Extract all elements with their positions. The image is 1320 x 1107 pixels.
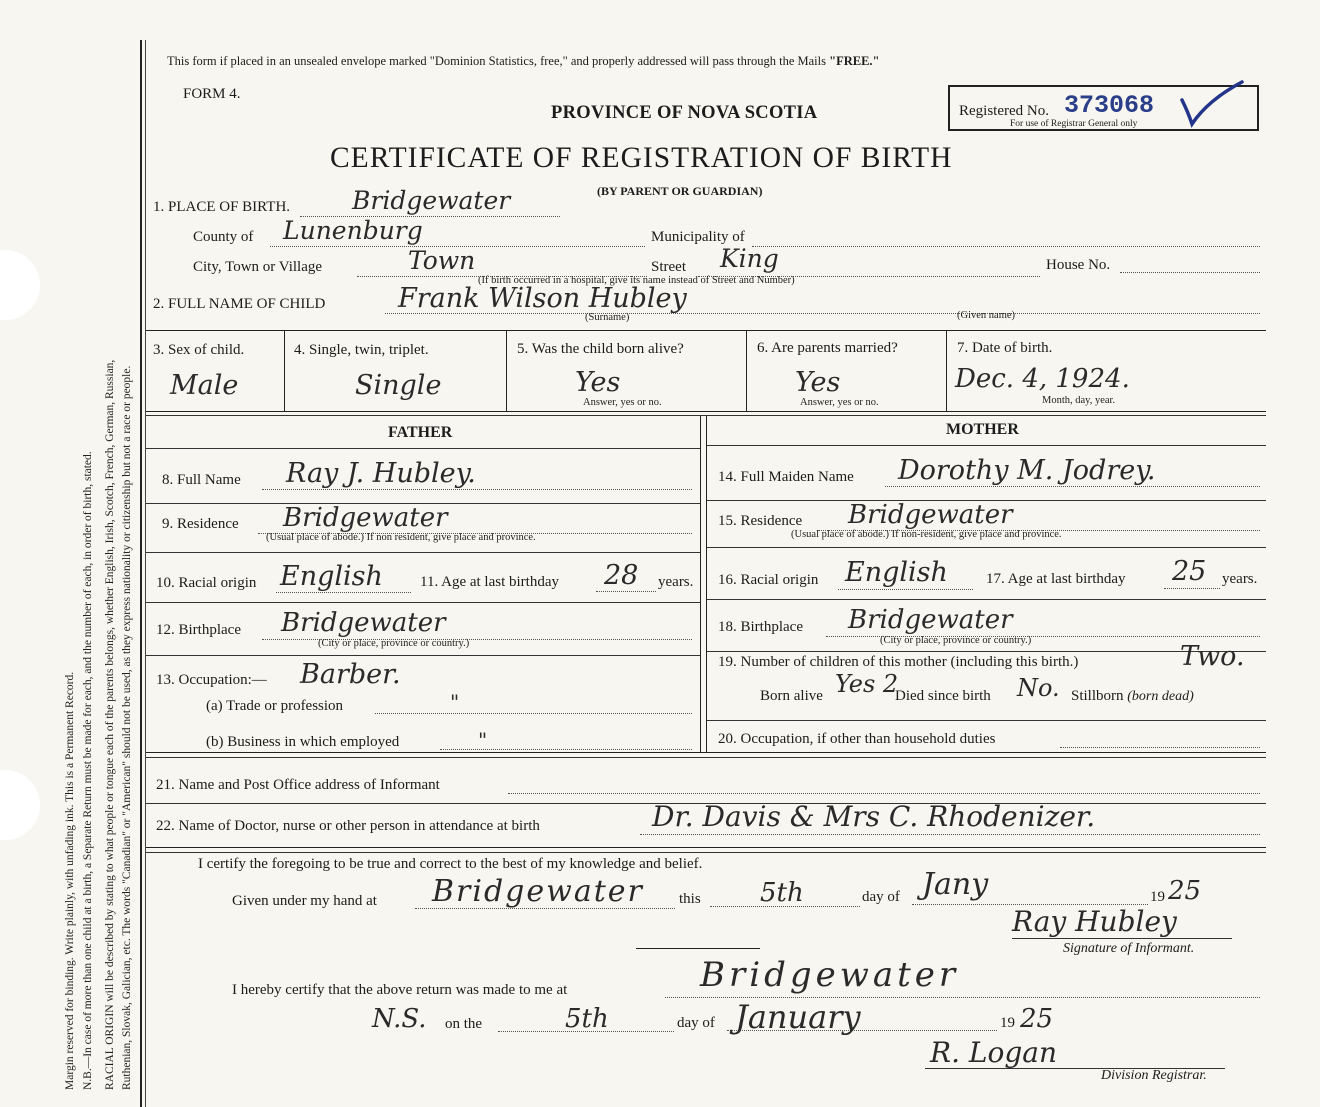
mother-row-rule-3	[707, 599, 1266, 600]
born-alive-note: Answer, yes or no.	[583, 397, 662, 408]
mother-occupation-label: 20. Occupation, if other than household duties	[718, 731, 996, 747]
province-heading: PROVINCE OF NOVA SCOTIA	[551, 103, 818, 123]
county-label: County of	[193, 229, 254, 245]
margin-racial-note-1: RACIAL ORIGIN will be described by stating to what people or tongue each of the parents belongs, whether English, Irish, Scotch, French, German, Russian,	[104, 359, 116, 1090]
children-count-value: Two.	[1180, 641, 1245, 672]
children-count-label: 19. Number of children of this mother (including this birth.)	[718, 654, 1079, 670]
registered-number: 373068	[1064, 91, 1155, 120]
parents-married-value: Yes	[795, 367, 841, 398]
stillborn-text: Stillborn	[1071, 688, 1124, 704]
mother-row-rule-2	[707, 547, 1266, 548]
father-birthplace-value: Bridgewater	[281, 608, 446, 638]
given-day-value: 5th	[760, 878, 804, 908]
given-month-value: Jany	[922, 867, 989, 902]
mother-residence-label: 15. Residence	[718, 513, 803, 529]
given-place-value: Bridgewater	[432, 874, 644, 909]
born-alive-count-label: Born alive	[760, 688, 823, 704]
sex-label: 3. Sex of child.	[153, 342, 245, 358]
mother-birthplace-label: 18. Birthplace	[718, 619, 803, 635]
mother-heading-rule	[707, 445, 1266, 446]
municipality-label: Municipality of	[651, 229, 745, 245]
divider-certify-top-2	[146, 852, 1266, 853]
certify-separator	[636, 948, 760, 949]
child-name-label: 2. FULL NAME OF CHILD	[153, 296, 326, 312]
father-row-rule-2	[146, 552, 700, 553]
certificate-title: CERTIFICATE OF REGISTRATION OF BIRTH	[330, 142, 953, 174]
place-of-birth-value: Bridgewater	[352, 186, 511, 215]
given-under-label: Given under my hand at	[232, 893, 377, 909]
informant-signature: Ray Hubley	[1012, 905, 1177, 938]
binding-hole-bottom	[0, 770, 40, 840]
born-alive-label: 5. Was the child born alive?	[517, 341, 684, 357]
mother-birthplace-value: Bridgewater	[848, 605, 1013, 635]
father-trade-value: "	[450, 690, 460, 714]
registrar-year-value: 25	[1020, 1004, 1054, 1034]
father-birthplace-label: 12. Birthplace	[156, 622, 241, 638]
parents-married-note: Answer, yes or no.	[800, 397, 879, 408]
stillborn-note: (born dead)	[1127, 689, 1194, 704]
father-business-label: (b) Business in which employed	[206, 734, 400, 750]
place-of-birth-label: 1. PLACE OF BIRTH.	[153, 199, 291, 215]
mother-racial-label: 16. Racial origin	[718, 572, 819, 588]
street-label: Street	[651, 259, 686, 275]
mother-name-label: 14. Full Maiden Name	[718, 469, 854, 485]
registrar-day-of-label: day of	[677, 1015, 715, 1031]
doctor-line	[640, 834, 1260, 835]
father-row-rule-4	[146, 655, 700, 656]
father-residence-label: 9. Residence	[162, 516, 239, 532]
father-age-label: 11. Age at last birthday	[420, 574, 559, 590]
mother-residence-note: (Usual place of abode.) If non-resident, give place and province.	[791, 529, 1062, 540]
father-row-rule-3	[146, 602, 700, 603]
street-value: King	[720, 244, 779, 273]
registrar-signature-label: Division Registrar.	[1101, 1068, 1207, 1083]
registrar-year-prefix: 19	[1000, 1015, 1015, 1031]
mail-note-free: "FREE."	[829, 54, 880, 68]
date-of-birth-value: Dec. 4, 1924.	[955, 364, 1130, 394]
given-day-of-label: day of	[862, 889, 900, 905]
city-value: Town	[408, 246, 476, 275]
father-trade-label: (a) Trade or profession	[206, 698, 344, 714]
given-year-prefix: 19	[1150, 889, 1165, 905]
father-residence-value: Bridgewater	[283, 503, 448, 533]
row3-divider-3	[746, 331, 747, 411]
mother-racial-value: English	[845, 557, 948, 588]
binding-hole-top	[0, 250, 40, 320]
doctor-value: Dr. Davis & Mrs C. Rhodenizer.	[652, 800, 1096, 833]
municipality-line	[752, 246, 1260, 247]
mail-note-text: This form if placed in an unsealed envelope marked "Dominion Statistics, free," and properly addressed will pass through the Mails	[167, 54, 830, 68]
father-heading-rule	[146, 448, 700, 449]
informant-line	[508, 793, 1260, 794]
divider-row3-bottom	[146, 411, 1266, 412]
mother-birthplace-note: (City or place, province or country.)	[880, 635, 1032, 646]
father-occupation-value: Barber.	[300, 659, 401, 690]
father-racial-label: 10. Racial origin	[156, 575, 257, 591]
margin-binding-note: Margin reserved for binding. Write plainly, with unfading ink. This is a Permanent Record.	[64, 671, 76, 1090]
father-name-label: 8. Full Name	[162, 472, 241, 488]
registered-label: Registered No.	[959, 103, 1049, 119]
row3-divider-1	[284, 331, 285, 411]
born-alive-value: Yes	[575, 367, 621, 398]
father-residence-note: (Usual place of abode.) If non resident, give place and province.	[266, 532, 536, 543]
mother-years-label: years.	[1222, 571, 1258, 587]
mother-age-value: 25	[1172, 556, 1207, 587]
father-occupation-label: 13. Occupation:—	[156, 672, 267, 688]
father-age-value: 28	[604, 560, 639, 591]
child-name-value: Frank Wilson Hubley	[398, 283, 687, 314]
parents-married-label: 6. Are parents married?	[757, 340, 898, 356]
sex-value: Male	[170, 370, 239, 401]
row3-divider-2	[506, 331, 507, 411]
registrar-day-value: 5th	[565, 1004, 609, 1034]
doctor-label: 22. Name of Doctor, nurse or other person in attendance at birth	[156, 818, 540, 834]
form-left-border	[140, 40, 142, 1107]
informant-signature-label: Signature of Informant.	[1063, 941, 1195, 956]
father-age-line	[596, 591, 656, 592]
father-birthplace-note: (City or place, province or country.)	[318, 638, 470, 649]
parents-center-divider-2	[706, 416, 707, 752]
registrar-statement: I hereby certify that the above return was made to me at	[232, 982, 568, 998]
mother-heading: MOTHER	[946, 421, 1019, 438]
parents-center-divider	[700, 416, 701, 752]
registrar-province-value: N.S.	[372, 1004, 427, 1034]
father-heading: FATHER	[388, 424, 453, 441]
single-label: 4. Single, twin, triplet.	[294, 342, 429, 358]
mother-age-line	[1164, 588, 1220, 589]
hospital-note: (If birth occurred in a hospital, give its name instead of Street and Number)	[478, 275, 795, 286]
mother-name-line	[885, 486, 1260, 487]
registrar-use-note: For use of Registrar General only	[1010, 119, 1138, 129]
father-racial-line	[276, 592, 411, 593]
father-name-value: Ray J. Hubley.	[286, 458, 476, 489]
stillborn-label	[1071, 688, 1194, 705]
certify-statement: I certify the foregoing to be true and correct to the best of my knowledge and belief.	[198, 856, 703, 872]
given-name-note: (Given name)	[957, 310, 1016, 321]
mother-residence-value: Bridgewater	[848, 500, 1013, 530]
mother-age-label: 17. Age at last birthday	[986, 571, 1126, 587]
house-number-line	[1120, 272, 1260, 273]
check-mark-icon	[1178, 78, 1248, 133]
informant-signature-line	[1012, 938, 1232, 939]
given-year-value: 25	[1168, 876, 1202, 906]
father-trade-line	[375, 713, 692, 714]
father-name-line	[262, 489, 692, 490]
date-of-birth-label: 7. Date of birth.	[957, 340, 1053, 356]
surname-note: (Surname)	[585, 312, 630, 323]
died-since-birth-label: Died since birth	[895, 688, 991, 704]
informant-label: 21. Name and Post Office address of Informant	[156, 777, 440, 793]
date-of-birth-note: Month, day, year.	[1042, 395, 1116, 406]
father-racial-value: English	[280, 561, 383, 592]
divider-row3-top	[146, 330, 1266, 331]
born-alive-count-value: Yes 2	[835, 670, 899, 698]
single-value: Single	[355, 370, 442, 401]
father-business-value: "	[478, 728, 488, 752]
mail-note	[167, 54, 879, 69]
margin-racial-note-2: Ruthenian, Slovak, Galician, etc. The words "Canadian" or "American" should not be used, as they express nationality or citizenship but not a race or people.	[121, 365, 133, 1090]
mother-name-value: Dorothy M. Jodrey.	[898, 455, 1156, 486]
registrar-signature: R. Logan	[930, 1036, 1057, 1069]
died-since-birth-value: No.	[1017, 674, 1060, 702]
divider-certify-top	[146, 847, 1266, 848]
house-number-label: House No.	[1046, 257, 1111, 273]
registrar-on-the-label: on the	[445, 1016, 483, 1032]
certificate-subtitle: (BY PARENT OR GUARDIAN)	[597, 184, 763, 198]
city-label: City, Town or Village	[193, 259, 323, 275]
mother-row-rule-5	[707, 720, 1266, 721]
registrar-place-value: Bridgewater	[700, 955, 960, 995]
margin-nb-note: N.B.—In case of more than one child at a birth, a Separate Return must be made for each, and the number of each, in order of birth, stated.	[82, 451, 94, 1090]
form-left-border-inner	[145, 40, 146, 1107]
row3-divider-4	[946, 331, 947, 411]
registrar-month-value: January	[735, 998, 861, 1036]
mother-occupation-line	[1060, 747, 1260, 748]
given-this-label: this	[679, 891, 701, 907]
mother-racial-line	[838, 589, 973, 590]
form-number: FORM 4.	[183, 86, 241, 102]
divider-parents-bottom-2	[146, 757, 1266, 758]
county-value: Lunenburg	[283, 216, 423, 245]
divider-parents-bottom	[146, 752, 1266, 753]
father-years-label: years.	[658, 574, 694, 590]
